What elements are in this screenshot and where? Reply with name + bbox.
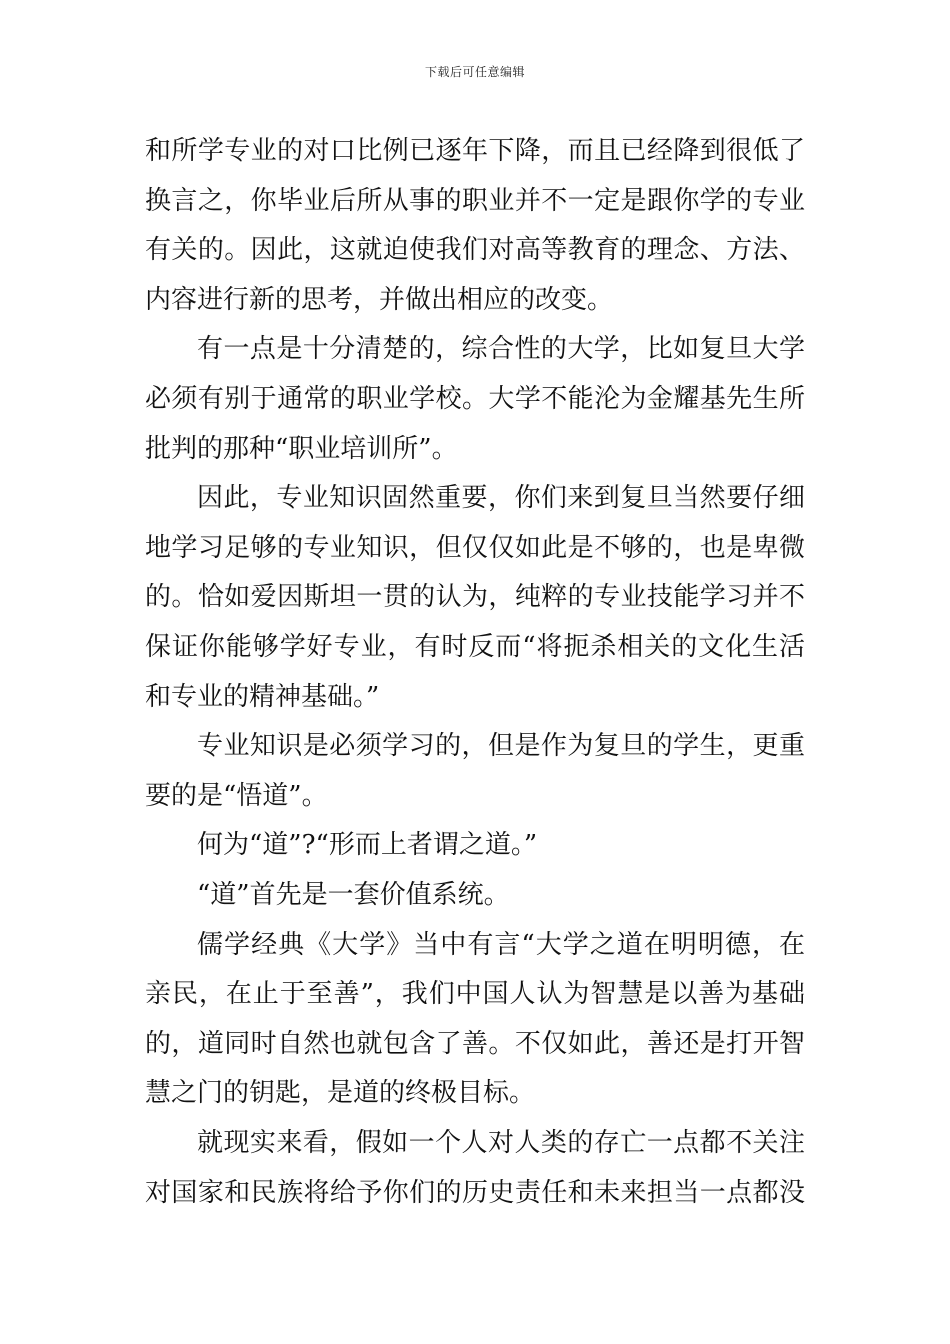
- paragraph-first-line: [197, 1121, 805, 1165]
- text-line: [145, 575, 805, 619]
- text-line: [145, 427, 805, 471]
- line-text: 何为“道”?“形而上者谓之道。”: [197, 830, 538, 861]
- paragraph-first-line: [197, 873, 805, 917]
- line-text: “道”首先是一套价值系统。: [197, 880, 510, 910]
- line-text: 慧之门的钥匙，是道的终极目标。: [145, 1078, 536, 1109]
- paragraph-first-line: [197, 476, 805, 520]
- line-text: 对国家和民族将给予你们的历史责任和未来担当一点都没: [145, 1177, 806, 1208]
- text-line: [145, 377, 805, 421]
- line-text: 要的是“悟道”。: [145, 780, 328, 811]
- line-text: 的，道同时自然也就包含了善。不仅如此，善还是打开智: [145, 1028, 806, 1059]
- line-text: 地学习足够的专业知识，但仅仅如此是不够的，也是卑微: [145, 532, 806, 563]
- text-line: [145, 675, 805, 719]
- line-text: 必须有别于通常的职业学校。大学不能沦为金耀基先生所: [145, 384, 806, 414]
- page-header: 下载后可任意编辑: [424, 65, 525, 79]
- paragraph-first-line: [197, 327, 805, 371]
- paragraph-first-line: [197, 923, 805, 967]
- paragraph-first-line: [197, 724, 805, 768]
- line-text: 儒学经典《大学》当中有言“大学之道在明明德，在: [197, 929, 807, 960]
- line-text: 就现实来看，假如一个人对人类的存亡一点都不关注: [197, 1128, 806, 1158]
- line-text: 有关的。因此，这就迫使我们对高等教育的理念、方法、: [145, 235, 806, 266]
- line-text: 批判的那种“职业培训所”。: [145, 433, 458, 464]
- text-line: [145, 129, 805, 173]
- line-text: 和所学专业的对口比例已逐年下降，而且已经降到很低了: [145, 136, 806, 166]
- text-line: [145, 1171, 805, 1215]
- text-line: [145, 278, 805, 322]
- line-text: 内容进行新的思考，并做出相应的改变。: [145, 284, 614, 315]
- line-text: 因此，专业知识固然重要，你们来到复旦当然要仔细: [197, 483, 806, 514]
- text-line: [145, 774, 805, 818]
- line-text: 专业知识是必须学习的，但是作为复旦的学生，更重: [197, 731, 806, 762]
- line-text: 和专业的精神基础。”: [145, 681, 380, 712]
- line-text: 有一点是十分清楚的，综合性的大学，比如复旦大学: [197, 334, 806, 365]
- text-line: [145, 179, 805, 223]
- text-line: [145, 228, 805, 272]
- line-text: 保证你能够学好专业，有时反而“将扼杀相关的文化生活: [145, 632, 806, 662]
- text-line: [145, 625, 805, 669]
- line-text: 亲民，在止于至善”，我们中国人认为智慧是以善为基础: [145, 979, 806, 1010]
- text-line: [145, 526, 805, 570]
- text-line: [145, 972, 805, 1016]
- line-text: 的。恰如爱因斯坦一贯的认为，纯粹的专业技能学习并不: [145, 582, 806, 613]
- line-text: 换言之，你毕业后所从事的职业并不一定是跟你学的专业: [145, 185, 806, 216]
- text-line: [145, 1022, 805, 1066]
- text-line: [145, 1071, 805, 1115]
- paragraph-first-line: [197, 823, 805, 867]
